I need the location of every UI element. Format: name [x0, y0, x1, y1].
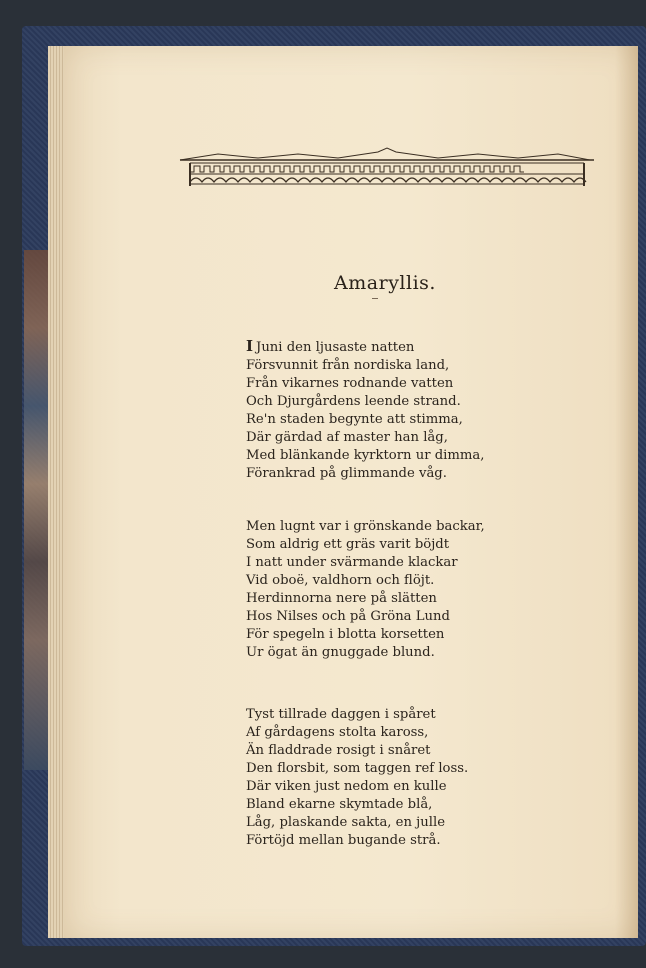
- poem-line: Re'n staden begynte att stimma,: [246, 412, 463, 427]
- poem-line: Försvunnit från nordiska land,: [246, 358, 450, 373]
- poem-line: Ur ögat än gnuggade blund.: [246, 645, 435, 660]
- poem-line: Än fladdrade rosigt i snåret: [246, 743, 431, 758]
- poem-title: Amaryllis.: [334, 272, 436, 294]
- stanza-3: [246, 706, 468, 850]
- marbled-edge: [24, 250, 48, 770]
- poem-line: I Juni den ljusaste natten: [246, 337, 415, 355]
- poem-line: Från vikarnes rodnande vatten: [246, 376, 454, 391]
- poem-line: Med blänkande kyrktorn ur dimma,: [246, 448, 485, 463]
- title-dash: [372, 298, 378, 299]
- poem-line: Tyst tillrade daggen i spåret: [246, 707, 436, 722]
- poem-line: Förankrad på glimmande våg.: [246, 466, 447, 481]
- stanza-2: [246, 518, 485, 662]
- poem-line: I natt under svärmande klackar: [246, 555, 458, 570]
- poem-line: Och Djurgårdens leende strand.: [246, 394, 461, 409]
- poem-line: Som aldrig ett gräs varit böjdt: [246, 537, 450, 552]
- poem-line: Hos Nilses och på Gröna Lund: [246, 609, 450, 624]
- poem-line: Där gärdad af master han låg,: [246, 430, 448, 445]
- poem-line: Bland ekarne skymtade blå,: [246, 797, 433, 812]
- poem-line: Herdinnorna nere på slätten: [246, 591, 437, 606]
- stanza-1: [246, 338, 484, 483]
- poem-line: Förtöjd mellan bugande strå.: [246, 833, 441, 848]
- poem-line: Låg, plaskande sakta, en julle: [246, 815, 445, 830]
- poem-line: Men lugnt var i grönskande backar,: [246, 519, 485, 534]
- poem-line: För spegeln i blotta korsetten: [246, 627, 445, 642]
- poem-line: Den florsbit, som taggen ref loss.: [246, 761, 469, 776]
- drop-cap: I: [246, 337, 254, 355]
- poem-line: Af gårdagens stolta kaross,: [246, 725, 429, 740]
- poem-line: Vid oboë, valdhorn och flöjt.: [246, 573, 435, 588]
- poem-line: Där viken just nedom en kulle: [246, 779, 447, 794]
- decorative-headpiece-ornament: [178, 146, 596, 188]
